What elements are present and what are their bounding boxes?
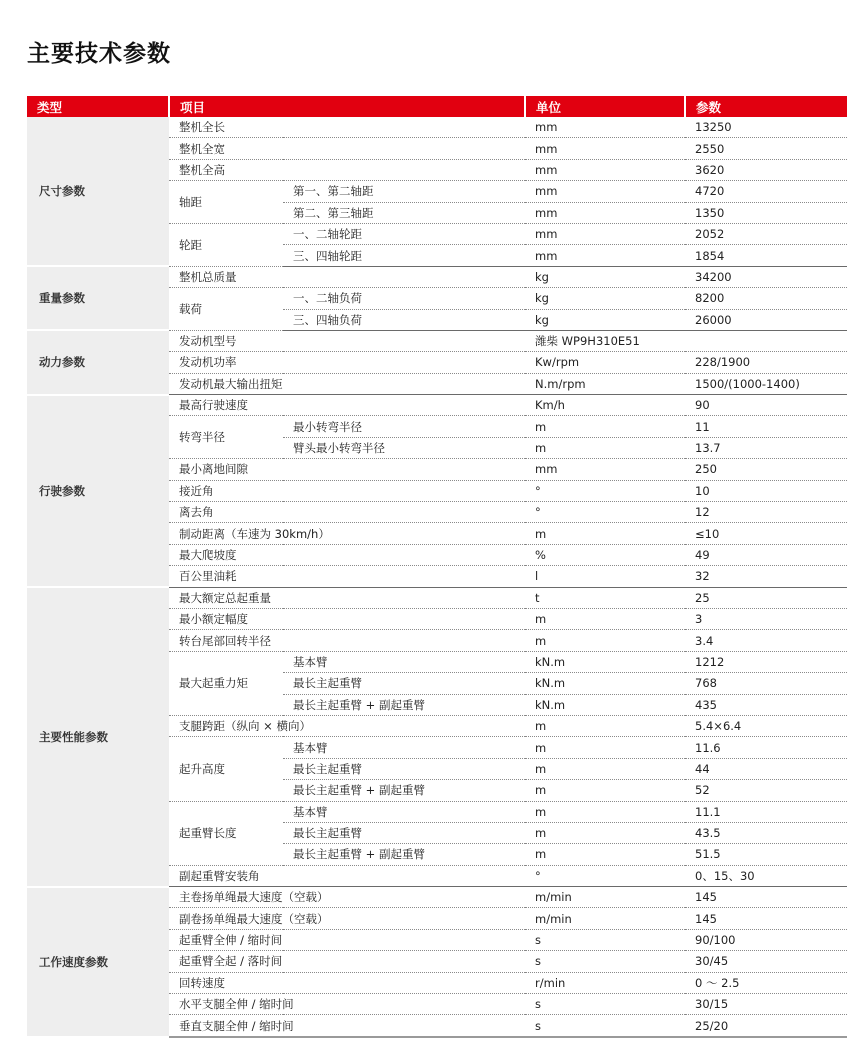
subitem-cell: 最长主起重臂 + 副起重臂 — [283, 844, 525, 865]
value-cell: 12 — [685, 502, 847, 523]
unit-cell: ° — [525, 502, 685, 523]
item-cell: 起升高度 — [169, 737, 283, 801]
item-cell: 制动距离（车速为 30km/h） — [169, 523, 525, 544]
item-cell: 百公里油耗 — [169, 566, 525, 587]
value-cell: 250 — [685, 459, 847, 480]
item-cell: 起重臂全伸 / 缩时间 — [169, 929, 525, 950]
category-cell: 行驶参数 — [27, 395, 169, 588]
value-cell: 11.1 — [685, 801, 847, 822]
unit-cell: m — [525, 780, 685, 801]
unit-cell: r/min — [525, 972, 685, 993]
unit-cell: s — [525, 929, 685, 950]
item-cell: 最高行驶速度 — [169, 395, 525, 416]
item-cell: 水平支腿全伸 / 缩时间 — [169, 994, 525, 1015]
unit-cell: m — [525, 737, 685, 758]
item-cell: 发动机功率 — [169, 352, 525, 373]
unit-cell: m — [525, 715, 685, 736]
header-value: 参数 — [685, 96, 847, 117]
item-cell: 整机全长 — [169, 117, 525, 138]
item-cell: 最小离地间隙 — [169, 459, 525, 480]
subitem-cell: 基本臂 — [283, 737, 525, 758]
item-cell: 发动机最大输出扭矩 — [169, 373, 525, 394]
spec-table — [27, 96, 847, 1038]
item-cell: 最大起重力矩 — [169, 651, 283, 715]
category-cell: 主要性能参数 — [27, 587, 169, 886]
value-cell: 52 — [685, 780, 847, 801]
subitem-cell: 第一、第二轴距 — [283, 181, 525, 202]
subitem-cell: 最长主起重臂 + 副起重臂 — [283, 780, 525, 801]
unit-cell: mm — [525, 159, 685, 180]
value-cell: 0 ～ 2.5 — [685, 972, 847, 993]
table-row — [27, 117, 847, 138]
value-cell: 51.5 — [685, 844, 847, 865]
subitem-cell: 一、二轴负荷 — [283, 288, 525, 309]
unit-cell: m — [525, 822, 685, 843]
item-cell: 接近角 — [169, 480, 525, 501]
header-item: 项目 — [169, 96, 525, 117]
unit-cell: m — [525, 844, 685, 865]
table-row — [27, 395, 847, 416]
value-cell: 90/100 — [685, 929, 847, 950]
category-cell: 动力参数 — [27, 330, 169, 394]
value-cell — [685, 330, 847, 351]
unit-cell: s — [525, 994, 685, 1015]
value-cell: 228/1900 — [685, 352, 847, 373]
value-cell: 30/15 — [685, 994, 847, 1015]
unit-cell: 潍柴 WP9H310E51 — [525, 330, 685, 351]
value-cell: 1854 — [685, 245, 847, 266]
value-cell: 34200 — [685, 266, 847, 287]
item-cell: 整机全高 — [169, 159, 525, 180]
value-cell: 3.4 — [685, 630, 847, 651]
value-cell: 13.7 — [685, 437, 847, 458]
subitem-cell: 三、四轴轮距 — [283, 245, 525, 266]
unit-cell: ° — [525, 480, 685, 501]
header-unit: 单位 — [525, 96, 685, 117]
spec-table-body — [27, 117, 847, 1037]
value-cell: 26000 — [685, 309, 847, 330]
category-cell: 工作速度参数 — [27, 887, 169, 1037]
subitem-cell: 最小转弯半径 — [283, 416, 525, 437]
item-cell: 发动机型号 — [169, 330, 525, 351]
value-cell: 32 — [685, 566, 847, 587]
value-cell: 1350 — [685, 202, 847, 223]
value-cell: 1500/(1000-1400) — [685, 373, 847, 394]
unit-cell: m — [525, 437, 685, 458]
table-header-row — [27, 96, 847, 117]
item-cell: 最小额定幅度 — [169, 608, 525, 629]
value-cell: 1212 — [685, 651, 847, 672]
unit-cell: m — [525, 801, 685, 822]
value-cell: 5.4×6.4 — [685, 715, 847, 736]
subitem-cell: 基本臂 — [283, 801, 525, 822]
unit-cell: m — [525, 523, 685, 544]
subitem-cell: 最长主起重臂 + 副起重臂 — [283, 694, 525, 715]
value-cell: 13250 — [685, 117, 847, 138]
value-cell: 11.6 — [685, 737, 847, 758]
unit-cell: m/min — [525, 887, 685, 908]
value-cell: 90 — [685, 395, 847, 416]
subitem-cell: 最长主起重臂 — [283, 673, 525, 694]
value-cell: 3620 — [685, 159, 847, 180]
unit-cell: ° — [525, 865, 685, 886]
unit-cell: m — [525, 608, 685, 629]
unit-cell: l — [525, 566, 685, 587]
item-cell: 最大爬坡度 — [169, 544, 525, 565]
unit-cell: m — [525, 758, 685, 779]
subitem-cell: 臂头最小转弯半径 — [283, 437, 525, 458]
unit-cell: mm — [525, 245, 685, 266]
value-cell: 8200 — [685, 288, 847, 309]
unit-cell: s — [525, 951, 685, 972]
table-row — [27, 266, 847, 287]
unit-cell: mm — [525, 459, 685, 480]
unit-cell: kN.m — [525, 651, 685, 672]
item-cell: 副起重臂安装角 — [169, 865, 525, 886]
table-row — [27, 587, 847, 608]
unit-cell: kN.m — [525, 673, 685, 694]
category-cell: 尺寸参数 — [27, 117, 169, 266]
value-cell: 3 — [685, 608, 847, 629]
value-cell: 0、15、30 — [685, 865, 847, 886]
item-cell: 轴距 — [169, 181, 283, 224]
item-cell: 轮距 — [169, 223, 283, 266]
value-cell: 11 — [685, 416, 847, 437]
subitem-cell: 最长主起重臂 — [283, 758, 525, 779]
unit-cell: t — [525, 587, 685, 608]
item-cell: 离去角 — [169, 502, 525, 523]
table-row — [27, 887, 847, 908]
subitem-cell: 基本臂 — [283, 651, 525, 672]
subitem-cell: 一、二轴轮距 — [283, 223, 525, 244]
item-cell: 起重臂长度 — [169, 801, 283, 865]
unit-cell: mm — [525, 138, 685, 159]
subitem-cell: 最长主起重臂 — [283, 822, 525, 843]
item-cell: 回转速度 — [169, 972, 525, 993]
unit-cell: kg — [525, 266, 685, 287]
unit-cell: N.m/rpm — [525, 373, 685, 394]
item-cell: 最大额定总起重量 — [169, 587, 525, 608]
unit-cell: mm — [525, 202, 685, 223]
unit-cell: Km/h — [525, 395, 685, 416]
table-row — [27, 330, 847, 351]
value-cell: 435 — [685, 694, 847, 715]
unit-cell: mm — [525, 181, 685, 202]
value-cell: 768 — [685, 673, 847, 694]
unit-cell: mm — [525, 223, 685, 244]
item-cell: 主卷扬单绳最大速度（空载） — [169, 887, 525, 908]
item-cell: 副卷扬单绳最大速度（空载） — [169, 908, 525, 929]
value-cell: 4720 — [685, 181, 847, 202]
category-cell: 重量参数 — [27, 266, 169, 330]
item-cell: 转弯半径 — [169, 416, 283, 459]
unit-cell: m — [525, 416, 685, 437]
unit-cell: % — [525, 544, 685, 565]
value-cell: 145 — [685, 908, 847, 929]
value-cell: 44 — [685, 758, 847, 779]
value-cell: 43.5 — [685, 822, 847, 843]
value-cell: 2052 — [685, 223, 847, 244]
item-cell: 转台尾部回转半径 — [169, 630, 525, 651]
value-cell: 10 — [685, 480, 847, 501]
item-cell: 整机全宽 — [169, 138, 525, 159]
value-cell: 25/20 — [685, 1015, 847, 1037]
subitem-cell: 三、四轴负荷 — [283, 309, 525, 330]
value-cell: 25 — [685, 587, 847, 608]
value-cell: 145 — [685, 887, 847, 908]
item-cell: 整机总质量 — [169, 266, 525, 287]
value-cell: 49 — [685, 544, 847, 565]
value-cell: 30/45 — [685, 951, 847, 972]
value-cell: 2550 — [685, 138, 847, 159]
item-cell: 载荷 — [169, 288, 283, 331]
subitem-cell: 第二、第三轴距 — [283, 202, 525, 223]
unit-cell: mm — [525, 117, 685, 138]
unit-cell: kg — [525, 288, 685, 309]
header-type: 类型 — [27, 96, 169, 117]
item-cell: 垂直支腿全伸 / 缩时间 — [169, 1015, 525, 1037]
page-title: 主要技术参数 — [27, 41, 171, 67]
unit-cell: Kw/rpm — [525, 352, 685, 373]
item-cell: 起重臂全起 / 落时间 — [169, 951, 525, 972]
value-cell: ≤10 — [685, 523, 847, 544]
unit-cell: s — [525, 1015, 685, 1037]
unit-cell: kN.m — [525, 694, 685, 715]
unit-cell: m — [525, 630, 685, 651]
item-cell: 支腿跨距（纵向 × 横向） — [169, 715, 525, 736]
unit-cell: m/min — [525, 908, 685, 929]
unit-cell: kg — [525, 309, 685, 330]
